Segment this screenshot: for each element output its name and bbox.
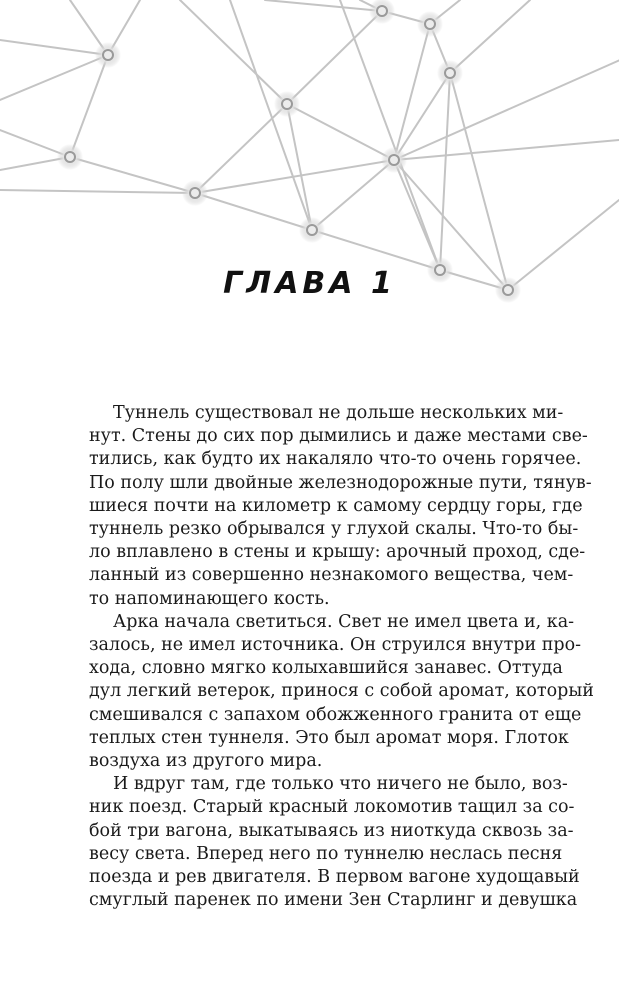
- paragraph: И вдруг там, где только что ничего не было, воз- ник поезд. Старый красный локомотив тащил за со- бой три вагона, выкатываясь из ниоткуда сквозь за- весу света. Вперед него по туннелю неслась песня поезда и рев двигателя. В первом вагоне худощавый смуглый паренек по имени Зен Старлинг и девушка: [89, 774, 580, 911]
- constellation-illustration: [0, 0, 619, 310]
- paragraph: Туннель существовал не дольше нескольких ми- нут. Стены до сих пор дымились и даже местами све- тились, как будто их накаляло что-то очень горячее. По полу шли двойные железнодорожные пути, тянув- шиеся почти на километр к самому сердцу горы, где туннель резко обрывался у глухой скалы. Что-то бы- ло вплавлено в стены и крышу: арочный проход, сде- ланный из совершенно незнакомого вещества, чем- то напоминающего кость.: [89, 403, 592, 609]
- body-text: [89, 402, 594, 912]
- chapter-title: ГЛАВА 1: [223, 266, 396, 301]
- paragraph: Арка начала светиться. Свет не имел цвета и, ка- залось, не имел источника. Он струился внутри про- хода, словно мягко колыхавшийся занавес. Оттуда дул легкий ветерок, принося с собой аромат, который смешивался с запахом обожженного гранита от еще теплых стен туннеля. Это был аромат моря. Глоток воздуха из другого мира.: [89, 611, 594, 772]
